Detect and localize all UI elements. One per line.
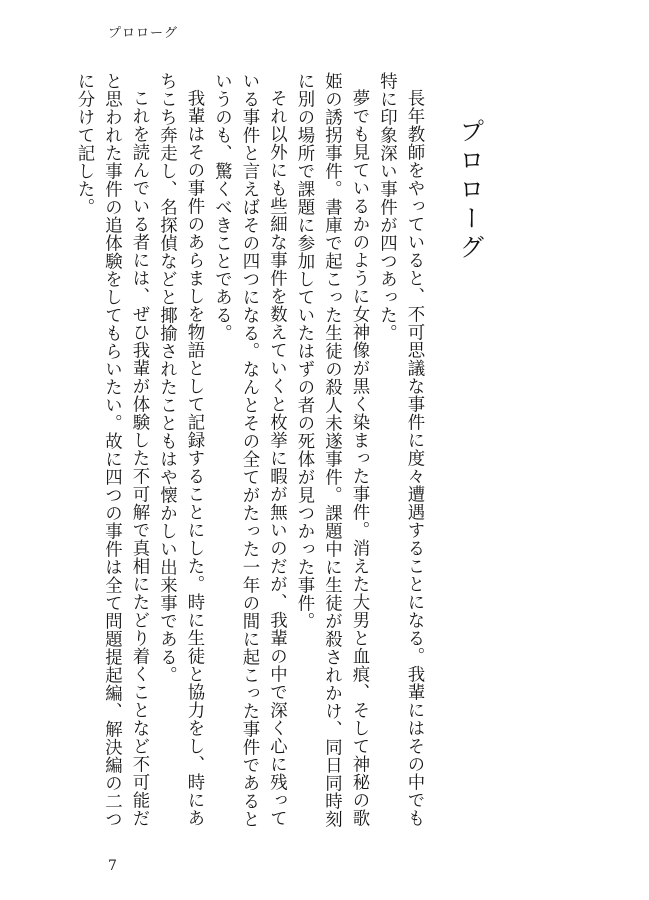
chapter-title: プロローグ [456, 118, 485, 263]
paragraph: これを読んでいる者には、ぜひ我輩が体験した不可解で真相にたどり着くことなど不可能だと思われた事件の追体験をしてもらいたい。故に四つの事件は全て問題提起編、解決編の二つに分けて記した。 [74, 72, 149, 828]
page-number: 7 [108, 858, 117, 874]
paragraph: 我輩はその事件のあらましを物語として記録することにした。時に生徒と協力をし、時にあちこち奔走し、名探偵などと揶揄されたこともはや懐かしい出来事である。 [156, 72, 204, 828]
body-text [74, 72, 427, 842]
running-head: プロローグ [108, 26, 179, 41]
paragraph: 長年教師をやっていると、不可思議な事件に度々遭遇することになる。我輩にはその中でも特に印象深い事件が四つあった。 [376, 72, 424, 828]
paragraph: 夢でも見ているかのように女神像が黒く染まった事件。消えた大男と血痕、そして神秘の歌姫の誘拐事件。書庫で起こった生徒の殺人未遂事件。課題中に生徒が殺されかけ、同日同時刻に別の場所で課題に参加していたはずの者の死体が見つかった事件。 [294, 72, 369, 828]
paragraph: それ以外にも些細な事件を数えていくと枚挙に暇が無いのだが、我輩の中で深く心に残っている事件と言えばその四つになる。なんとその全てがたった一年の間に起こった事件であるというのも、驚くべきことである。 [211, 72, 287, 828]
